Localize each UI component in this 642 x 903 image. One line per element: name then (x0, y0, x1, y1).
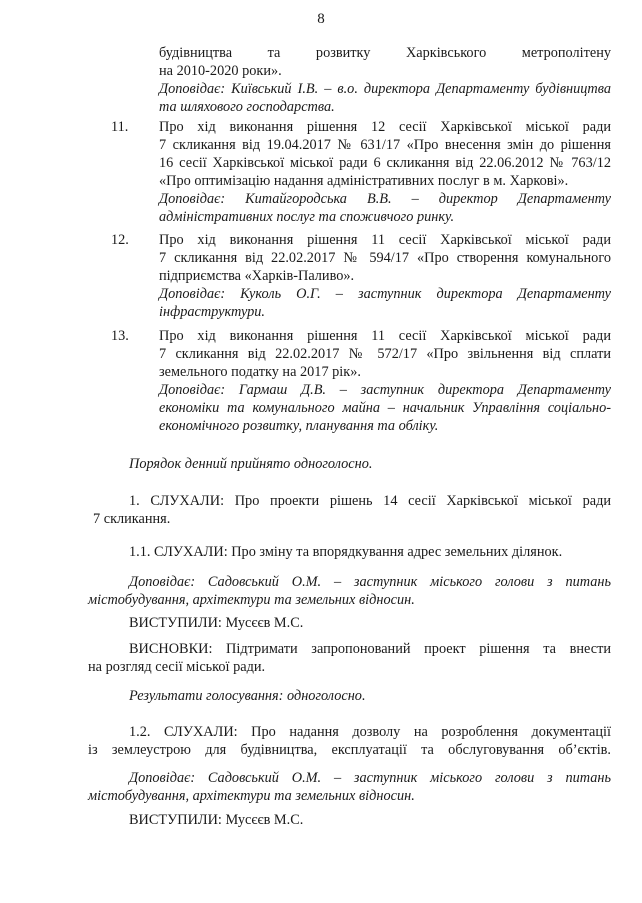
item-text-line: 7 скликання від 22.02.2017 № 594/17 «Про створення комунального (159, 250, 611, 266)
reporter-line: Доповідає: Київський І.В. – в.о. директора Департаменту будівництва (159, 81, 611, 97)
item-text-line: земельного податку на 2017 рік». (159, 364, 361, 380)
conclusions-line: на розгляд сесії міської ради. (88, 659, 266, 675)
section-1-2-heard (88, 723, 611, 759)
reporter-line: Доповідає: Гармаш Д.В. – заступник директора Департаменту (159, 382, 611, 398)
item-text-line: 16 сесії Харківської міської ради 6 скликання від 22.06.2012 № 763/12 (159, 155, 611, 171)
reporter-line: Доповідає: Садовський О.М. – заступник міського голови з питань (129, 574, 611, 590)
conclusions-line: ВИСНОВКИ: Підтримати запропонований проект рішення та внести (129, 641, 611, 657)
section-1-1-conclusions (88, 640, 611, 676)
agenda-item-number: 13. (111, 328, 129, 344)
section-1-1-heard: 1.1. СЛУХАЛИ: Про зміну та впорядкування адрес земельних ділянок. (129, 544, 563, 560)
section-1-2-spoke: ВИСТУПИЛИ: Мусєєв М.С. (129, 812, 304, 828)
reporter-line: адміністративних послуг та споживчого ринку. (159, 209, 455, 225)
item-text-line: підприємства «Харків-Паливо». (159, 268, 355, 284)
item-text-line: 7 скликання від 19.04.2017 № 631/17 «Про внесення змін до рішення (159, 137, 611, 153)
section-1-heard (88, 492, 611, 528)
item-text-line: 7 скликання від 22.02.2017 № 572/17 «Про звільнення від сплати (159, 346, 611, 362)
reporter-line: інфраструктури. (159, 304, 265, 320)
section-text-line: із землеустрою для будівництва, експлуатації та обслуговування об’єктів. (88, 742, 611, 758)
reporter-line: та шляхового господарства. (159, 99, 335, 115)
agenda-item-12 (159, 231, 611, 321)
agenda-adopted-note: Порядок денний прийнято одноголосно. (129, 456, 373, 472)
section-1-2-reporter (88, 769, 611, 805)
agenda-item-number: 11. (111, 119, 129, 135)
item-text-line: Про хід виконання рішення 12 сесії Харківської міської ради (159, 119, 611, 135)
section-text-line: 7 скликання. (93, 511, 171, 527)
item-text-line: «Про оптимізацію надання адміністративних послуг в м. Харкові». (159, 173, 569, 189)
reporter-line: Доповідає: Китайгородська В.В. – директор Департаменту (159, 191, 611, 207)
reporter-line: містобудування, архітектури та земельних відносин. (88, 592, 415, 608)
agenda-item-11 (159, 118, 611, 226)
reporter-line: Доповідає: Куколь О.Г. – заступник директора Департаменту (159, 286, 611, 302)
agenda-item-10-continuation (159, 44, 611, 116)
section-1-1-spoke: ВИСТУПИЛИ: Мусєєв М.С. (129, 615, 304, 631)
reporter-line: Доповідає: Садовський О.М. – заступник міського голови з питань (129, 770, 611, 786)
item-text-line: Про хід виконання рішення 11 сесії Харківської міської ради (159, 232, 611, 248)
section-1-1-vote: Результати голосування: одноголосно. (129, 688, 366, 704)
reporter-line: економіки та комунального майна – начальник Управління соціально- (159, 400, 611, 416)
page-number: 8 (317, 11, 325, 27)
section-text-line: 1.2. СЛУХАЛИ: Про надання дозволу на розроблення документації (129, 724, 611, 740)
section-1-1-reporter (88, 573, 611, 609)
section-text-line: 1. СЛУХАЛИ: Про проекти рішень 14 сесії Харківської міської ради (129, 493, 611, 509)
reporter-line: економічного розвитку, планування та обліку. (159, 418, 439, 434)
reporter-line: містобудування, архітектури та земельних відносин. (88, 788, 415, 804)
item-text-line: на 2010-2020 роки». (159, 63, 282, 79)
agenda-item-13 (159, 327, 611, 435)
item-text-line: Про хід виконання рішення 11 сесії Харківської міської ради (159, 328, 611, 344)
item-text-line: будівництва та розвитку Харківського метрополітену (159, 45, 611, 61)
agenda-item-number: 12. (111, 232, 129, 248)
